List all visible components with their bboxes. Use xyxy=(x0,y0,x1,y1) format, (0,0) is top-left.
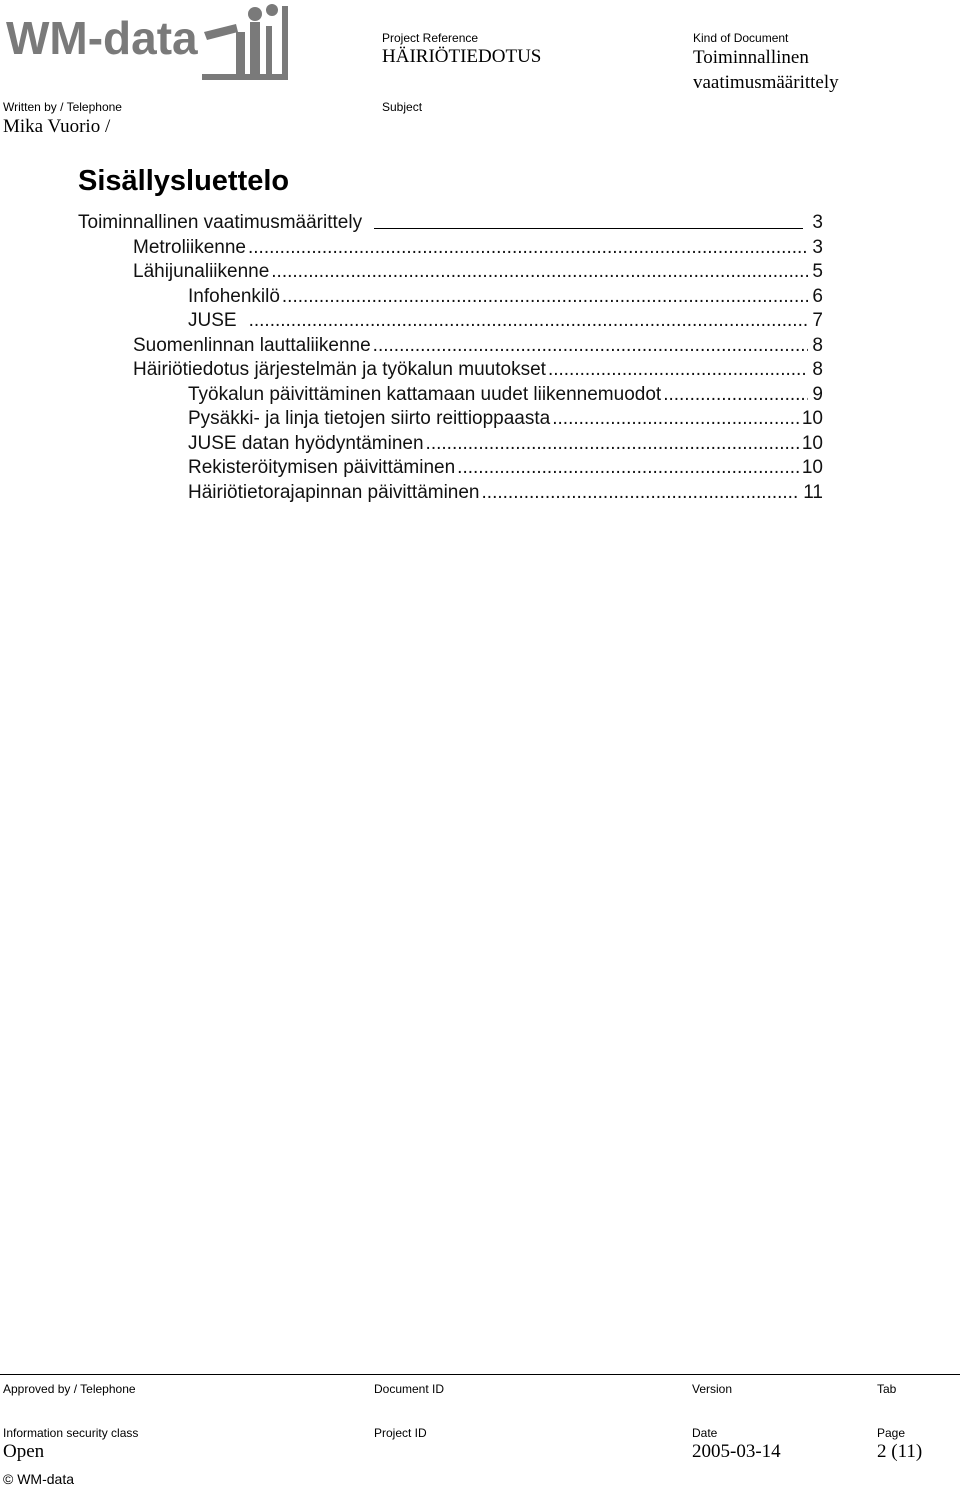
project-reference-value: HÄIRIÖTIEDOTUS xyxy=(382,46,542,67)
toc-entry[interactable] xyxy=(188,455,823,480)
version-label: Version xyxy=(692,1382,733,1396)
toc-leader-dots xyxy=(282,284,808,309)
toc-entry[interactable] xyxy=(188,284,823,309)
toc-entry-text: Rekisteröitymisen päivittäminen xyxy=(188,457,456,478)
toc-title: Sisällysluettelo xyxy=(78,165,290,197)
toc-entry-page: 3 xyxy=(812,237,823,258)
toc-leader-dots xyxy=(482,480,801,505)
toc-entry[interactable] xyxy=(78,210,823,235)
toc-entry-page: 9 xyxy=(812,384,823,405)
toc-entry-text: Työkalun päivittäminen kattamaan uudet liikennemuodot xyxy=(188,384,662,405)
toc-entry[interactable] xyxy=(188,431,823,456)
kind-of-document-value-line2: vaatimusmäärittely xyxy=(693,72,839,93)
written-by-label: Written by / Telephone xyxy=(3,100,122,114)
toc-entry-page: 6 xyxy=(812,286,823,307)
security-class-value: Open xyxy=(3,1441,45,1462)
toc-leader-dots xyxy=(552,406,799,431)
toc-entry-page: 10 xyxy=(801,457,823,478)
footer-divider xyxy=(0,1374,960,1375)
toc-entry[interactable] xyxy=(133,259,823,284)
project-id-label: Project ID xyxy=(374,1426,427,1440)
toc-leader-dots xyxy=(373,333,808,358)
toc-entry[interactable] xyxy=(188,382,823,407)
wm-data-logo xyxy=(4,2,289,87)
kind-of-document-value-line1: Toiminnallinen xyxy=(693,47,809,68)
toc-entry-text: Lähijunaliikenne xyxy=(133,261,270,282)
toc-leader-dots xyxy=(663,382,808,407)
toc-entry[interactable] xyxy=(133,357,823,382)
toc-entry-text: Pysäkki- ja linja tietojen siirto reittioppaasta xyxy=(188,408,551,429)
toc-entry-page: 11 xyxy=(803,482,823,503)
toc-entry[interactable] xyxy=(133,333,823,358)
toc-leader-dots xyxy=(249,308,808,333)
copyright: © WM-data xyxy=(3,1471,74,1487)
toc-entry-text: JUSE datan hyödyntäminen xyxy=(188,433,424,454)
toc-leader-dots xyxy=(271,259,808,284)
written-by-value: Mika Vuorio / xyxy=(3,116,111,137)
subject-label: Subject xyxy=(382,100,423,114)
project-reference-label: Project Reference xyxy=(382,31,479,45)
page-label: Page xyxy=(877,1426,906,1440)
toc-leader-dots xyxy=(457,455,799,480)
toc-entry-text: JUSE xyxy=(188,310,237,331)
toc-entry-page: 7 xyxy=(812,310,823,331)
toc-entry-page: 8 xyxy=(812,359,823,380)
toc-entry[interactable] xyxy=(133,235,823,260)
toc-entry-text: Häiriötiedotus järjestelmän ja työkalun muutokset xyxy=(133,359,546,380)
toc-entry[interactable] xyxy=(188,406,823,431)
toc-entry-page: 3 xyxy=(812,212,823,233)
document-id-label: Document ID xyxy=(374,1382,445,1396)
date-value: 2005-03-14 xyxy=(692,1441,781,1462)
toc-entry-page: 10 xyxy=(801,433,823,454)
date-label: Date xyxy=(692,1426,718,1440)
toc-entry-text: Toiminnallinen vaatimusmäärittely xyxy=(78,212,363,233)
toc-entry-page: 5 xyxy=(812,261,823,282)
approved-by-label: Approved by / Telephone xyxy=(3,1382,136,1396)
toc-entry[interactable] xyxy=(188,308,823,333)
toc-leader-dots xyxy=(548,357,808,382)
toc-entry-text: Infohenkilö xyxy=(188,286,280,307)
toc-entry-page: 10 xyxy=(801,408,823,429)
security-class-label: Information security class xyxy=(3,1426,139,1440)
page-value: 2 (11) xyxy=(877,1441,923,1462)
logo-wordmark: WM-data xyxy=(6,12,198,64)
toc-leader-dots xyxy=(248,235,808,260)
toc-entry-page: 8 xyxy=(812,335,823,356)
kind-of-document-label: Kind of Document xyxy=(693,31,789,45)
toc-entry-text: Metroliikenne xyxy=(133,237,246,258)
toc-entry-text: Häiriötietorajapinnan päivittäminen xyxy=(188,482,480,503)
toc-entry-text: Suomenlinnan lauttaliikenne xyxy=(133,335,371,356)
tab-label: Tab xyxy=(877,1382,897,1396)
toc-leader-dots xyxy=(426,431,799,456)
toc-entry[interactable] xyxy=(188,480,823,505)
toc-leader-line xyxy=(374,212,803,229)
